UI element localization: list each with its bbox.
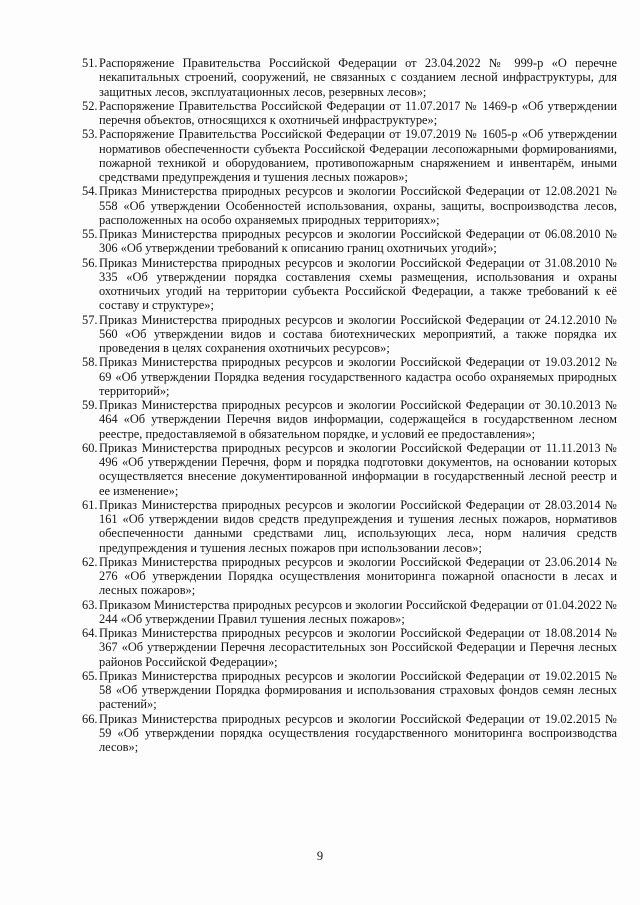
item-text: Распоряжение Правительства Российской Федерации от 11.07.2017 № 1469-р «Об утверждении перечня объектов, относящихся к охотничьей инфраструктуре»;	[99, 98, 617, 127]
item-number: 66.	[82, 711, 98, 726]
item-number: 51.	[82, 56, 98, 70]
item-number: 53.	[82, 127, 98, 142]
item-number: 65.	[82, 668, 98, 683]
item-text: Приказ Министерства природных ресурсов и экологии Российской Федерации от 28.03.2014 № 161 «Об утверждении видов средств предупреждения и тушения лесных пожаров, нормативов обеспеченности данными средствами лиц, использующих леса, норм наличия средств предупреждения и тушения лесных пожаров при использовании лесов»;	[99, 497, 617, 555]
item-text: Приказ Министерства природных ресурсов и экологии Российской Федерации от 06.08.2010 № 306 «Об утверждении требований к описанию границ охотничьих угодий»;	[99, 227, 617, 256]
item-text: Приказ Министерства природных ресурсов и экологии Российской Федерации от 19.03.2012 № 69 «Об утверждении Порядка ведения государственного кадастра особо охраняемых природных территорий»;	[99, 355, 617, 398]
item-number: 57.	[82, 312, 98, 327]
list-item	[82, 669, 617, 712]
item-text: Приказ Министерства природных ресурсов и экологии Российской Федерации от 11.11.2013 № 496 «Об утверждении Перечня, форм и порядка подготовки документов, на основании которых осуществляется внесение документированной информации в государственный лесной реестр и ее изменение»;	[99, 440, 617, 498]
item-number: 61.	[82, 497, 98, 512]
item-text: Приказ Министерства природных ресурсов и экологии Российской Федерации от 19.02.2015 № 58 «Об утверждении Порядка формирования и использования страховых фондов семян лесных растений»;	[99, 668, 617, 712]
item-number: 58.	[82, 355, 98, 370]
list-item	[82, 712, 617, 755]
item-text: Приказ Министерства природных ресурсов и экологии Российской Федерации от 23.06.2014 № 276 «Об утверждении Порядка осуществления мониторинга пожарной опасности в лесах и лесных пожаров»;	[99, 554, 617, 598]
list-item	[82, 441, 617, 498]
list-item	[82, 227, 617, 256]
item-text: Приказ Министерства природных ресурсов и экологии Российской Федерации от 19.02.2015 № 59 «Об утверждении порядка осуществления государственного мониторинга воспроизводства лесов»;	[99, 711, 617, 754]
item-text: Распоряжение Правительства Российской Федерации от 23.04.2022 № 999-р «О перечне некапитальных строений, сооружений, не связанных с созданием лесной инфраструктуры, для защитных лесов, эксплуатационных лесов, резервных лесов»;	[99, 56, 617, 99]
item-number: 54.	[82, 184, 98, 199]
list-item	[82, 626, 617, 669]
list-item	[82, 555, 617, 598]
list-item	[82, 313, 617, 356]
list-item	[82, 355, 617, 398]
legal-acts-list	[82, 56, 617, 754]
item-text: Приказом Министерства природных ресурсов и экологии Российской Федерации от 01.04.2022 № 244 «Об утверждении Правил тушения лесных пожаров»;	[99, 597, 617, 626]
item-number: 55.	[82, 227, 98, 241]
item-number: 56.	[82, 255, 98, 270]
item-number: 60.	[82, 440, 98, 455]
list-item	[82, 127, 617, 184]
list-item	[82, 498, 617, 555]
list-item	[82, 256, 617, 313]
item-text: Приказ Министерства природных ресурсов и экологии Российской Федерации от 31.08.2010 № 335 «Об утверждении порядка составления схемы размещения, использования и охраны охотничьих угодий на территории субъекта Российской Федерации, а также требований к её составу и структуре»;	[99, 255, 617, 313]
item-number: 63.	[82, 597, 98, 612]
item-number: 59.	[82, 398, 98, 412]
item-text: Приказ Министерства природных ресурсов и экологии Российской Федерации от 30.10.2013 № 464 «Об утверждении Перечня видов информации, содержащейся в государственном лесном реестре, предоставляемой в обязательном порядке, и условий ее предоставления»;	[99, 398, 617, 441]
item-text: Приказ Министерства природных ресурсов и экологии Российской Федерации от 24.12.2010 № 560 «Об утверждении видов и состава биотехнических мероприятий, а также порядка их проведения в целях сохранения охотничьих ресурсов»;	[99, 312, 617, 355]
list-item	[82, 184, 617, 227]
item-number: 52.	[82, 98, 98, 113]
item-text: Приказ Министерства природных ресурсов и экологии Российской Федерации от 12.08.2021 № 558 «Об утверждении Особенностей использования, охраны, защиты, воспроизводства лесов, расположенных на особо охраняемых природных территориях»;	[99, 184, 617, 227]
list-item	[82, 598, 617, 627]
item-text: Распоряжение Правительства Российской Федерации от 19.07.2019 № 1605-р «Об утверждении нормативов обеспеченности субъекта Российской Федерации лесопожарными формированиями, пожарной техникой и оборудованием, противопожарным снаряжением и инвентарём, иными средствами предупреждения и тушения лесных пожаров»;	[99, 127, 617, 184]
list-item	[82, 398, 617, 441]
page-number: 9	[316, 849, 324, 863]
item-text: Приказ Министерства природных ресурсов и экологии Российской Федерации от 18.08.2014 № 367 «Об утверждении Перечня лесорастительных зон Российской Федерации и Перечня лесных районов Российской Федерации»;	[99, 626, 617, 669]
list-item	[82, 56, 617, 99]
list-item	[82, 99, 617, 128]
item-number: 62.	[82, 554, 98, 569]
item-number: 64.	[82, 626, 98, 640]
